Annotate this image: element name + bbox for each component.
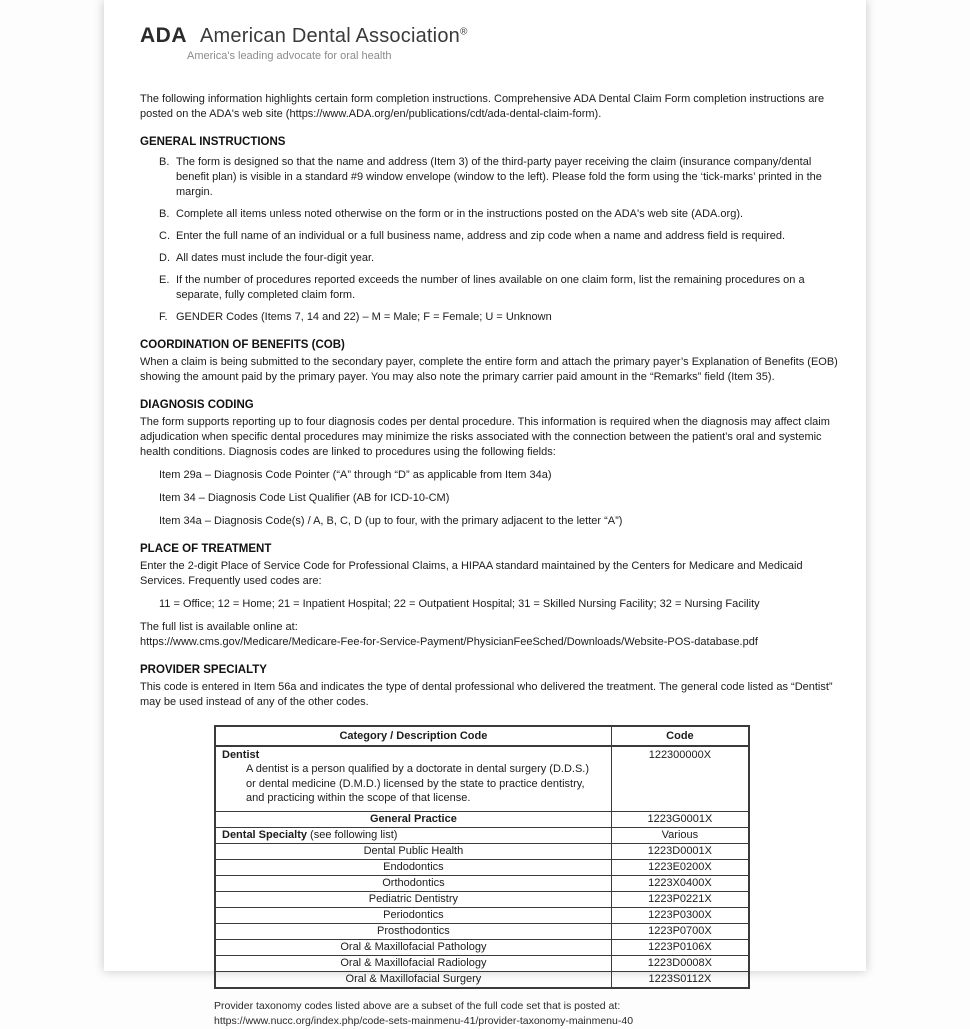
place-codes-line: 11 = Office; 12 = Home; 21 = Inpatient Hospital; 22 = Outpatient Hospital; 31 = Skilled Nursing Facility; 32 = Nursing Facility [159, 598, 760, 610]
category-label: Dental Specialty [222, 829, 307, 841]
table-cell-category: Prosthodontics [215, 923, 611, 939]
table-row [215, 811, 749, 827]
diagnosis-item: Item 29a – Diagnosis Code Pointer (“A” through “D” as applicable from Item 34a) [159, 469, 552, 481]
category-label: Dentist [222, 749, 260, 761]
table-cell-code: 122300000X [611, 746, 749, 811]
list-item [159, 251, 840, 266]
place-url: https://www.cms.gov/Medicare/Medicare-Fee-for-Service-Payment/PhysicianFeeSched/Downloads/Website-POS-database.pdf [140, 636, 758, 648]
list-item-letter: C. [159, 230, 170, 242]
table-row [215, 971, 749, 988]
list-item-text: The form is designed so that the name and address (Item 3) of the third-party payer receiving the claim (insurance company/dental benefit plan) is visible in a standard #9 window envelope (window to the left). Please fold the form using the ‘tick-marks’ printed in the margin. [176, 156, 822, 198]
list-item-text: GENDER Codes (Items 7, 14 and 22) – M = Male; F = Female; U = Unknown [176, 311, 552, 323]
category-note: (see following list) [306, 829, 398, 841]
table-cell-code: 1223P0106X [611, 939, 749, 955]
intro-paragraph: The following information highlights certain form completion instructions. Comprehensive ADA Dental Claim Form completion instructions are posted on the ADA's web site (https://www.ADA.org/en/publications/cdt/ada-dental-claim-form). [140, 93, 825, 120]
list-item [159, 207, 840, 222]
place-paragraph: Enter the 2-digit Place of Service Code for Professional Claims, a HIPAA standard maintained by the Centers for Medicare and Medicaid Services. Frequently used codes are: [140, 560, 803, 587]
table-cell-category: Oral & Maxillofacial Radiology [215, 955, 611, 971]
table-cell-category: Dental Public Health [215, 843, 611, 859]
table-row [215, 955, 749, 971]
heading-place-of-treatment: PLACE OF TREATMENT [140, 543, 272, 555]
org-name [200, 25, 468, 48]
list-item-letter: B. [159, 208, 170, 220]
provider-specialty-table [214, 725, 750, 989]
table-cell-category [215, 827, 611, 843]
footnote-url: https://www.nucc.org/index.php/code-sets-mainmenu-41/provider-taxonomy-mainmenu-40 [214, 1014, 634, 1027]
heading-provider-specialty: PROVIDER SPECIALTY [140, 664, 267, 676]
table-row [215, 859, 749, 875]
org-tagline: America's leading advocate for oral health [187, 50, 392, 62]
heading-cob: COORDINATION OF BENEFITS (COB) [140, 339, 345, 351]
list-item-letter: B. [159, 156, 170, 168]
org-name-text: American Dental Association [200, 25, 460, 47]
table-cell-code: 1223G0001X [611, 811, 749, 827]
heading-general-instructions: GENERAL INSTRUCTIONS [140, 136, 286, 148]
table-row [215, 843, 749, 859]
list-item-text: All dates must include the four-digit year. [176, 252, 375, 264]
ada-logo: ADA [140, 24, 187, 47]
table-row [215, 939, 749, 955]
table-cell-code: 1223S0112X [611, 971, 749, 988]
heading-diagnosis-coding: DIAGNOSIS CODING [140, 399, 254, 411]
table-cell-code: Various [611, 827, 749, 843]
list-item-text: Enter the full name of an individual or a full business name, address and zip code when a name and address field is required. [176, 230, 786, 242]
table-row [215, 875, 749, 891]
column-header-code: Code [611, 726, 749, 746]
list-item-text: If the number of procedures reported exceeds the number of lines available on one claim form, list the remaining procedures on a separate, fully completed claim form. [176, 274, 805, 301]
list-item-letter: E. [159, 274, 170, 286]
list-item [159, 155, 840, 200]
column-header-category: Category / Description Code [215, 726, 611, 746]
diagnosis-paragraph: The form supports reporting up to four diagnosis codes per dental procedure. This information is required when the diagnosis may affect claim adjudication when specific dental procedures may minimize the risks associated with the connection between the patient’s oral and systemic health conditions. Diagnosis codes are linked to procedures using the following fields: [140, 416, 830, 458]
table-cell-category: Oral & Maxillofacial Pathology [215, 939, 611, 955]
taxonomy-footnote [214, 999, 840, 1029]
diagnosis-item: Item 34 – Diagnosis Code List Qualifier (AB for ICD-10-CM) [159, 492, 450, 504]
table-row [215, 907, 749, 923]
table-row [215, 827, 749, 843]
list-item [159, 310, 840, 325]
table-header-row [215, 726, 749, 746]
diagnosis-item: Item 34a – Diagnosis Code(s) / A, B, C, D (up to four, with the primary adjacent to the letter “A”) [159, 515, 623, 527]
table-cell-code: 1223E0200X [611, 859, 749, 875]
table-cell-code: 1223D0008X [611, 955, 749, 971]
table-cell-code: 1223D0001X [611, 843, 749, 859]
table-cell-category: Periodontics [215, 907, 611, 923]
table-cell-code: 1223P0300X [611, 907, 749, 923]
registered-mark: ® [459, 26, 468, 38]
provider-paragraph: This code is entered in Item 56a and indicates the type of dental professional who delivered the treatment. The general code listed as “Dentist” may be used instead of any of the other codes. [140, 681, 833, 708]
list-item [159, 273, 840, 303]
ada-header [140, 24, 840, 62]
list-item-text: Complete all items unless noted otherwise on the form or in the instructions posted on the ADA's web site (ADA.org). [176, 208, 744, 220]
table-cell-code: 1223P0221X [611, 891, 749, 907]
table-cell-code: 1223P0700X [611, 923, 749, 939]
document-page [104, 0, 866, 1027]
table-row [215, 746, 749, 811]
list-item-letter: F. [159, 311, 168, 323]
footnote-line: Provider taxonomy codes listed above are a subset of the full code set that is posted at: [214, 999, 621, 1012]
category-description: A dentist is a person qualified by a doctorate in dental surgery (D.D.S.) or dental medicine (D.M.D.) licensed by the state to practice dentistry, and practicing within the scope of that license. [246, 763, 590, 804]
table-cell-category: General Practice [215, 811, 611, 827]
table-cell-category: Pediatric Dentistry [215, 891, 611, 907]
table-cell-category: Oral & Maxillofacial Surgery [215, 971, 611, 988]
table-cell-category: Orthodontics [215, 875, 611, 891]
table-row [215, 923, 749, 939]
cob-paragraph: When a claim is being submitted to the secondary payer, complete the entire form and attach the primary payer’s Explanation of Benefits (EOB) showing the amount paid by the primary payer. You may also note the primary carrier paid amount in the “Remarks” field (Item 35). [140, 356, 838, 383]
table-row [215, 891, 749, 907]
table-cell-category [215, 746, 611, 811]
place-more-text: The full list is available online at: [140, 621, 298, 633]
table-cell-category: Endodontics [215, 859, 611, 875]
table-cell-code: 1223X0400X [611, 875, 749, 891]
list-item-letter: D. [159, 252, 170, 264]
list-item [159, 229, 840, 244]
